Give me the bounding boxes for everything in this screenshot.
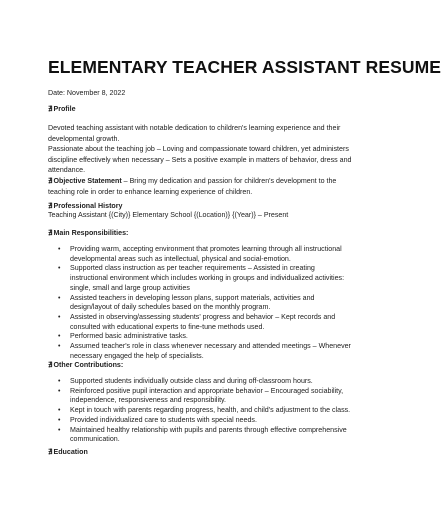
section-mark-icon: ∄ (48, 105, 53, 113)
section-mark-icon: ∄ (48, 177, 53, 185)
profile-paragraph-2: Passionate about the teaching job – Loving and compassionate toward children, yet administers discipline effectively when necessary – Sets a positive example in matters of behavior, dress and attendance. (48, 145, 352, 175)
responsibilities-heading-text: Main Responsibilities: (53, 229, 129, 237)
list-item: • Providing warm, accepting environment that promotes learning through all instructional developmental areas such as intellectual, physical and social-emotion. (48, 245, 353, 264)
section-mark-icon: ∄ (48, 229, 53, 237)
objective-text: – Bring my dedication and passion for children's development to the teaching role in order to enhance learning experience of children. (48, 177, 337, 196)
profile-paragraph-1: Devoted teaching assistant with notable dedication to children's learning experience and their developmental growth. (48, 124, 341, 143)
list-item: • Assumed teacher's role in class whenever necessary and attended meetings – Whenever necessary engaged the help of specialists. (48, 342, 353, 361)
list-item: • Provided individualized care to students with special needs. (48, 416, 353, 426)
history-line: Teaching Assistant {(City)} Elementary School {(Location)} {(Year)} – Present (48, 211, 289, 219)
list-item: • Assisted in observing/assessing students' progress and behavior – Kept records and consulted with educational experts to fine-tune methods used. (48, 313, 353, 332)
list-item: • Supported class instruction as per teacher requirements – Assisted in creating instructional environment which includes working in groups and individualized activities: single, small and large group activities (48, 264, 353, 293)
document-date: Date: November 8, 2022 (48, 89, 126, 97)
objective-heading: Objective Statement (53, 177, 122, 185)
contributions-heading-text: Other Contributions: (53, 361, 124, 369)
section-mark-icon: ∄ (48, 202, 53, 210)
education-heading (48, 447, 358, 458)
list-item: • Assisted teachers in developing lesson plans, support materials, activities and design/layout of daily schedules based on the monthly program. (48, 294, 353, 313)
contributions-list (48, 377, 353, 445)
list-item: • Maintained healthy relationship with pupils and parents through effective comprehensive communication. (48, 426, 353, 445)
list-item: • Kept in touch with parents regarding progress, health, and child's adjustment to the class. (48, 406, 353, 416)
responsibilities-list (48, 245, 353, 361)
list-item: • Performed basic administrative tasks. (48, 332, 353, 342)
list-item: • Supported students individually outside class and during off-classroom hours. (48, 377, 353, 387)
objective-statement (48, 176, 358, 197)
responsibilities-heading (48, 228, 358, 239)
education-heading-text: Education (53, 448, 88, 456)
document-title: ELEMENTARY TEACHER ASSISTANT RESUME (48, 57, 441, 77)
list-item: • Reinforced positive pupil interaction and appropriate behavior – Encouraged sociability, independence, responsiveness and responsibility. (48, 387, 353, 406)
profile-heading-text: Profile (53, 105, 76, 113)
contributions-heading (48, 360, 358, 371)
profile-heading (48, 104, 358, 115)
history-heading-text: Professional History (53, 202, 123, 210)
section-mark-icon: ∄ (48, 361, 53, 369)
section-mark-icon: ∄ (48, 448, 53, 456)
